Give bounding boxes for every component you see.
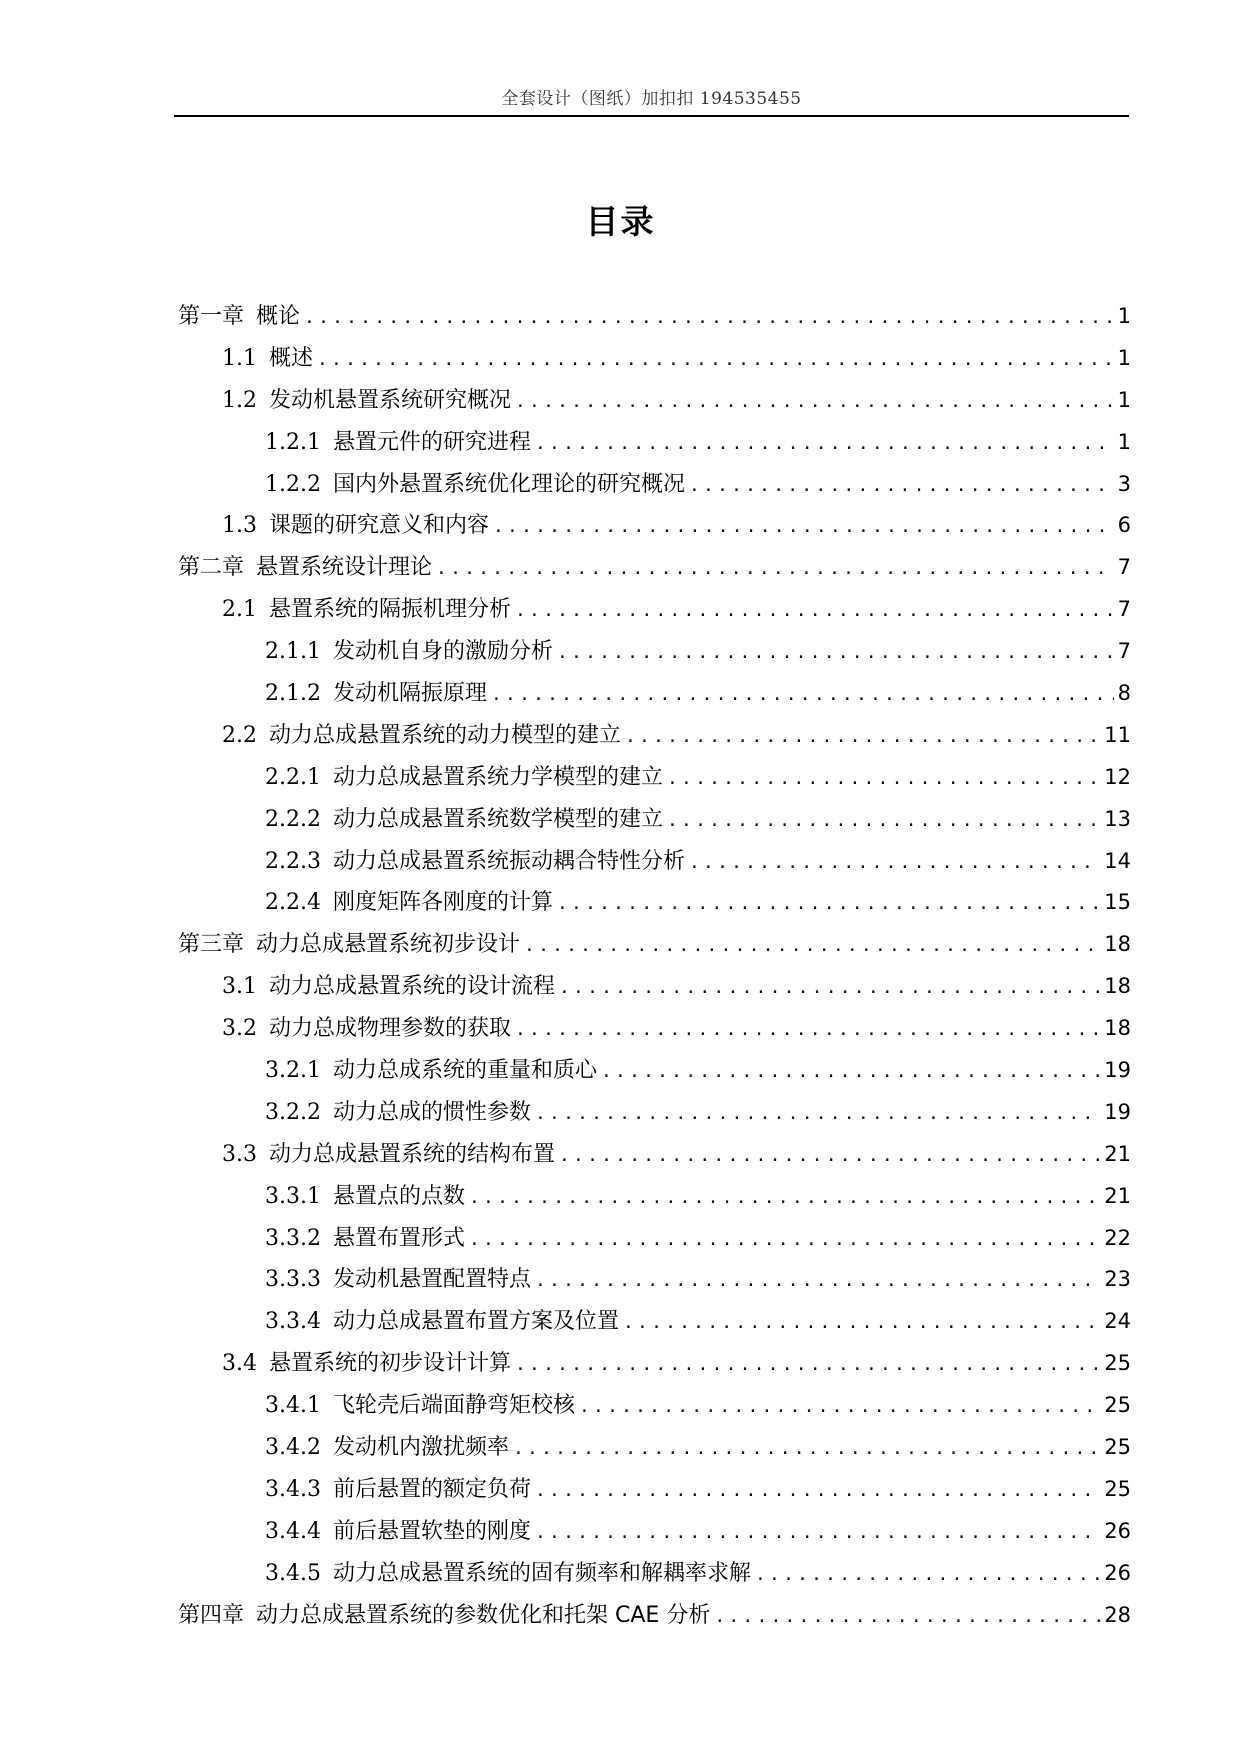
- toc-entry-page: 25: [1104, 1476, 1131, 1501]
- toc-entry-page: 13: [1104, 806, 1131, 831]
- toc-entry[interactable]: [178, 1595, 1131, 1637]
- toc-entry-number: 1.3: [222, 513, 257, 539]
- page-title: 目录: [585, 202, 656, 241]
- toc-entry-number: 3.3.3: [265, 1267, 321, 1293]
- toc-entry[interactable]: [178, 464, 1131, 506]
- toc-entry-label: 动力总成悬置系统的参数优化和托架 CAE 分析: [256, 1602, 711, 1628]
- toc-dot-leader: [559, 967, 1100, 1009]
- toc-entry-label: 前后悬置软垫的刚度: [332, 1518, 531, 1544]
- toc-entry-label: 飞轮壳后端面静弯矩校核: [332, 1393, 575, 1419]
- toc-entry-page: 3: [1117, 471, 1131, 496]
- toc-entry[interactable]: [178, 1511, 1131, 1553]
- toc-dot-leader: [667, 758, 1100, 800]
- toc-dot-leader: [535, 1093, 1100, 1135]
- toc-entry-number: 2.2.3: [265, 848, 321, 874]
- toc-entry-label: 课题的研究意义和内容: [269, 513, 490, 539]
- toc-entry[interactable]: [178, 799, 1131, 841]
- toc-entry-page: 25: [1104, 1393, 1131, 1418]
- toc-entry-label: 概论: [256, 304, 301, 329]
- toc-entry[interactable]: [178, 715, 1131, 757]
- toc-entry-label: 动力总成悬置布置方案及位置: [332, 1309, 619, 1335]
- toc-dot-leader: [493, 506, 1114, 548]
- toc-dot-leader: [667, 800, 1100, 842]
- toc-entry-number: 3.4.5: [265, 1560, 321, 1586]
- toc-entry[interactable]: [178, 338, 1131, 380]
- toc-entry-label: 发动机隔振原理: [332, 681, 487, 707]
- toc-entry[interactable]: [178, 757, 1131, 799]
- toc-entry-label: 动力总成悬置系统的固有频率和解耦率求解: [332, 1560, 751, 1586]
- toc-entry[interactable]: [178, 1259, 1131, 1301]
- toc-entry[interactable]: [178, 1385, 1131, 1427]
- toc-dot-leader: [579, 1386, 1100, 1428]
- toc-entry-page: 19: [1104, 1058, 1131, 1083]
- toc-entry[interactable]: [178, 966, 1131, 1008]
- toc-entry-label: 发动机悬置系统研究概况: [269, 387, 512, 413]
- toc-entry-page: 18: [1104, 932, 1131, 957]
- toc-entry[interactable]: [178, 1301, 1131, 1343]
- toc-dot-leader: [317, 339, 1114, 381]
- toc-entry-number: 2.2.4: [265, 890, 321, 916]
- toc-entry-number: 第一章: [178, 304, 245, 329]
- toc-dot-leader: [755, 1554, 1100, 1596]
- toc-entry-page: 1: [1117, 304, 1131, 328]
- toc-entry-label: 发动机内激扰频率: [332, 1435, 509, 1461]
- toc-dot-leader: [515, 1009, 1100, 1051]
- toc-entry[interactable]: [178, 1092, 1131, 1134]
- toc-entry[interactable]: [178, 505, 1131, 547]
- toc-dot-leader: [515, 1344, 1100, 1386]
- toc-entry[interactable]: [178, 841, 1131, 883]
- toc-entry-number: 2.1.2: [265, 681, 321, 707]
- toc-entry-page: 18: [1104, 1016, 1131, 1041]
- toc-entry-label: 动力总成悬置系统数学模型的建立: [332, 806, 663, 832]
- toc-entry-number: 2.2: [222, 722, 257, 748]
- toc-entry-number: 2.1.1: [265, 639, 321, 665]
- toc-entry[interactable]: [178, 1008, 1131, 1050]
- toc-entry[interactable]: [178, 547, 1131, 589]
- toc-dot-leader: [689, 465, 1114, 507]
- toc-entry-number: 第二章: [178, 555, 245, 581]
- toc-entry[interactable]: [178, 1553, 1131, 1595]
- toc-entry-page: 8: [1117, 681, 1131, 706]
- toc-entry-number: 3.3.4: [265, 1309, 321, 1335]
- toc-dot-leader: [625, 716, 1100, 758]
- toc-entry-number: 3.3: [222, 1141, 257, 1167]
- toc-dot-leader: [469, 1219, 1100, 1261]
- toc-entry-number: 第三章: [178, 932, 245, 958]
- toc-entry[interactable]: [178, 1218, 1131, 1260]
- toc-entry-number: 3.3.2: [265, 1225, 321, 1251]
- toc-entry-page: 7: [1117, 639, 1131, 664]
- toc-entry[interactable]: [178, 631, 1131, 673]
- toc-entry-label: 动力总成系统的重量和质心: [332, 1058, 597, 1084]
- toc-entry-label: 动力总成悬置系统的动力模型的建立: [269, 722, 622, 748]
- toc-entry-label: 悬置系统设计理论: [256, 555, 433, 581]
- toc-entry-page: 6: [1117, 513, 1131, 538]
- page-header: 全套设计（图纸）加扣扣 194535455: [501, 89, 802, 109]
- toc-entry-number: 3.2.2: [265, 1099, 321, 1125]
- toc-dot-leader: [714, 1596, 1100, 1638]
- toc-entry-page: 24: [1104, 1309, 1131, 1334]
- toc-entry[interactable]: [178, 296, 1131, 338]
- toc-dot-leader: [436, 548, 1114, 590]
- toc-entry-page: 25: [1104, 1435, 1131, 1460]
- toc-entry-number: 3.4.2: [265, 1435, 321, 1461]
- toc-entry-page: 1: [1117, 429, 1131, 454]
- toc-entry-label: 动力总成悬置系统的结构布置: [269, 1141, 556, 1167]
- toc-entry-number: 第四章: [178, 1602, 245, 1628]
- toc-entry-label: 悬置布置形式: [332, 1225, 465, 1251]
- toc-entry-number: 3.4.3: [265, 1476, 321, 1502]
- toc-dot-leader: [491, 674, 1114, 716]
- toc-entry-label: 动力总成悬置系统力学模型的建立: [332, 764, 663, 790]
- toc-entry-page: 26: [1104, 1560, 1131, 1585]
- toc-entry-number: 1.2: [222, 387, 257, 413]
- header-rule: [174, 115, 1129, 117]
- toc-entry-page: 22: [1104, 1225, 1131, 1250]
- toc-entry-label: 国内外悬置系统优化理论的研究概况: [332, 471, 685, 497]
- toc-entry[interactable]: [178, 1134, 1131, 1176]
- toc-entry-label: 动力总成悬置系统初步设计: [256, 932, 521, 958]
- toc-entry-number: 3.2.1: [265, 1058, 321, 1084]
- toc-entry-label: 发动机自身的激励分析: [332, 639, 553, 665]
- toc-dot-leader: [469, 1177, 1100, 1219]
- toc-entry-label: 悬置系统的隔振机理分析: [269, 597, 512, 623]
- toc-entry-page: 11: [1104, 722, 1131, 747]
- toc-dot-leader: [304, 297, 1114, 339]
- toc-entry-page: 28: [1104, 1602, 1131, 1627]
- toc-dot-leader: [559, 1135, 1100, 1177]
- toc-entry-label: 发动机悬置配置特点: [332, 1267, 531, 1293]
- toc-dot-leader: [535, 1470, 1100, 1512]
- toc-entry[interactable]: [178, 589, 1131, 631]
- toc-entry-number: 3.4.4: [265, 1518, 321, 1544]
- toc-entry-number: 1.2.1: [265, 429, 321, 455]
- toc-entry-page: 1: [1117, 387, 1131, 412]
- toc-entry-page: 26: [1104, 1518, 1131, 1543]
- toc-entry[interactable]: [178, 1176, 1131, 1218]
- toc-dot-leader: [524, 925, 1100, 967]
- toc-entry-label: 悬置元件的研究进程: [332, 429, 531, 455]
- toc-entry-page: 21: [1104, 1141, 1131, 1166]
- toc-dot-leader: [515, 590, 1114, 632]
- toc-entry-label: 动力总成悬置系统的设计流程: [269, 974, 556, 1000]
- toc-entry-number: 3.4: [222, 1351, 257, 1377]
- toc-entry-label: 动力总成物理参数的获取: [269, 1016, 512, 1042]
- toc-entry-page: 18: [1104, 974, 1131, 999]
- toc-entry[interactable]: [178, 1343, 1131, 1385]
- toc-entry-page: 14: [1104, 848, 1131, 873]
- toc-entry-number: 3.4.1: [265, 1393, 321, 1419]
- toc-dot-leader: [535, 1260, 1100, 1302]
- toc-entry[interactable]: [178, 1469, 1131, 1511]
- toc-entry-page: 15: [1104, 890, 1131, 915]
- toc-dot-leader: [689, 842, 1100, 884]
- toc-entry-number: 1.2.2: [265, 471, 321, 497]
- toc-entry-page: 23: [1104, 1267, 1131, 1292]
- toc-entry-label: 悬置点的点数: [332, 1183, 465, 1209]
- toc-entry-label: 悬置系统的初步设计计算: [269, 1351, 512, 1377]
- toc-dot-leader: [557, 883, 1100, 925]
- toc-dot-leader: [513, 1428, 1100, 1470]
- toc-entry-label: 前后悬置的额定负荷: [332, 1476, 531, 1502]
- toc-entry[interactable]: [178, 1427, 1131, 1469]
- toc-entry-number: 2.2.2: [265, 806, 321, 832]
- toc-entry-page: 7: [1117, 555, 1131, 580]
- toc-entry-page: 7: [1117, 597, 1131, 622]
- toc-entry-page: 1: [1117, 345, 1131, 370]
- toc-entry-label: 概述: [269, 345, 314, 371]
- toc-dot-leader: [601, 1051, 1100, 1093]
- toc-dot-leader: [515, 381, 1114, 423]
- toc-entry[interactable]: [178, 422, 1131, 464]
- toc-entry-number: 2.2.1: [265, 764, 321, 790]
- toc-entry[interactable]: [178, 673, 1131, 715]
- table-of-contents: [178, 296, 1131, 1637]
- toc-entry-page: 21: [1104, 1183, 1131, 1208]
- toc-entry-number: 3.2: [222, 1016, 257, 1042]
- toc-entry[interactable]: [178, 1050, 1131, 1092]
- toc-dot-leader: [557, 632, 1114, 674]
- toc-entry[interactable]: [178, 924, 1131, 966]
- toc-entry[interactable]: [178, 380, 1131, 422]
- toc-entry-number: 2.1: [222, 597, 257, 623]
- toc-entry-page: 19: [1104, 1099, 1131, 1124]
- toc-dot-leader: [535, 423, 1114, 465]
- toc-entry-number: 3.1: [222, 974, 257, 1000]
- toc-entry-label: 刚度矩阵各刚度的计算: [332, 890, 553, 916]
- toc-entry-page: 12: [1104, 764, 1131, 789]
- toc-dot-leader: [535, 1512, 1100, 1554]
- toc-entry-page: 25: [1104, 1351, 1131, 1376]
- toc-entry-number: 1.1: [222, 345, 257, 371]
- toc-entry-number: 3.3.1: [265, 1183, 321, 1209]
- toc-entry-label: 动力总成的惯性参数: [332, 1099, 531, 1125]
- toc-entry-label: 动力总成悬置系统振动耦合特性分析: [332, 848, 685, 874]
- toc-dot-leader: [623, 1302, 1100, 1344]
- toc-entry[interactable]: [178, 882, 1131, 924]
